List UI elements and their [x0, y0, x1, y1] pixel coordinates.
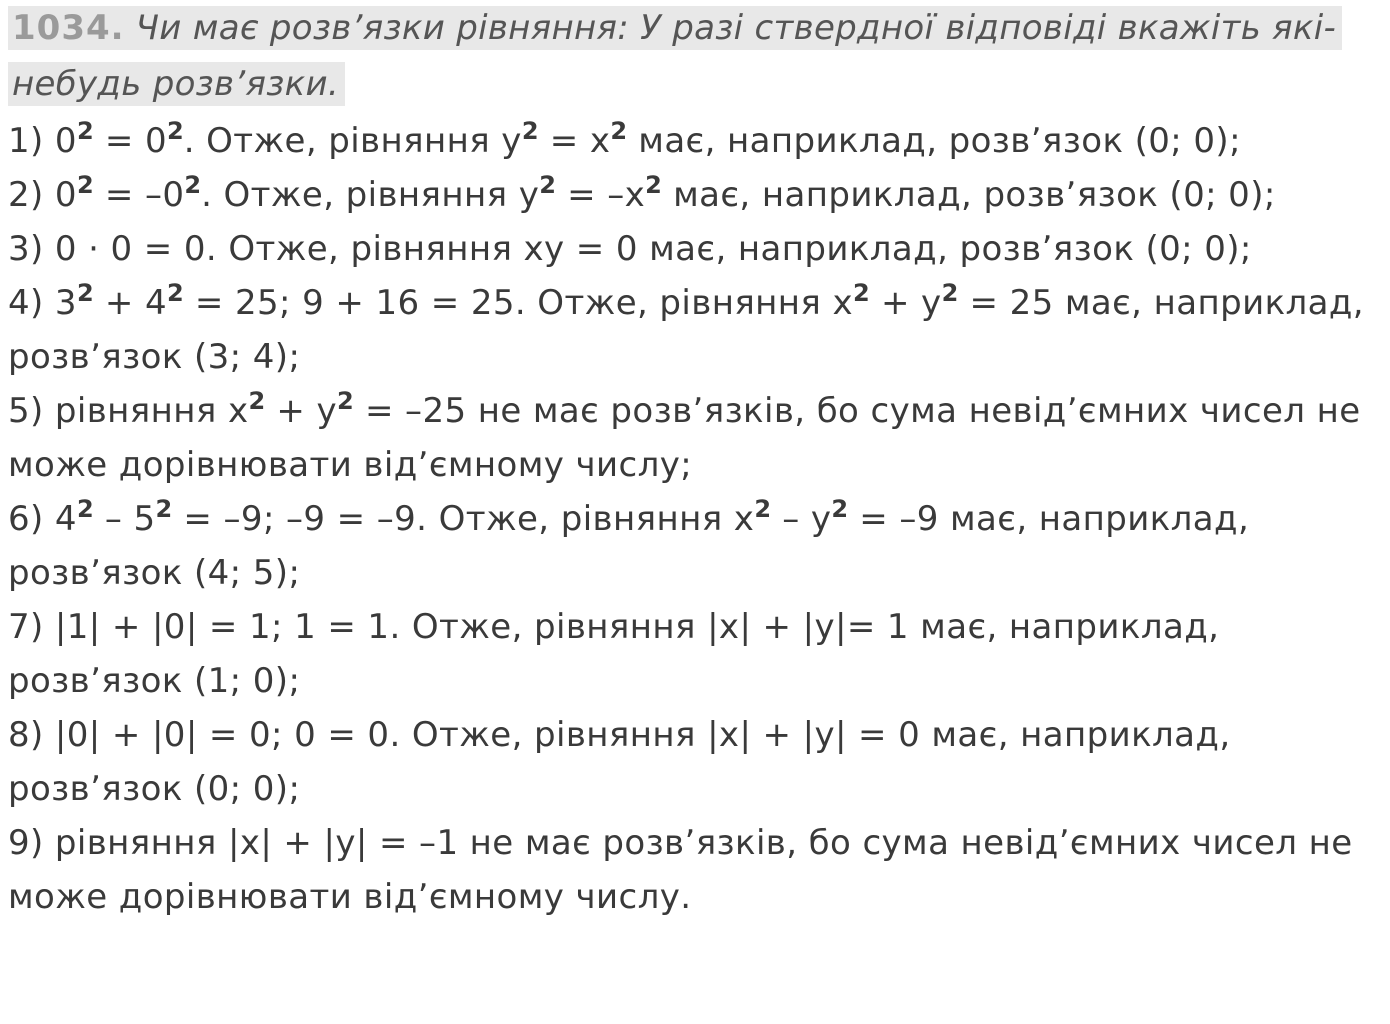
exponent: 2	[166, 278, 184, 307]
solution-text: 8) |0| + |0| = 0; 0 = 0. Отже, рівняння |x| + |y| = 0 має, наприклад, розв’язок (0; 0);	[8, 715, 1231, 809]
exponent: 2	[645, 170, 662, 199]
solution-text: 9) рівняння |x| + |y| = –1 не має розв’язків, бо сума невід’ємних чисел не може дорівнювати від’ємному числу.	[8, 823, 1353, 917]
document-page	[8, 0, 1382, 924]
exponent: 2	[184, 170, 202, 199]
solution-text: = 0	[93, 121, 167, 161]
solution-item-3	[8, 222, 1382, 276]
exponent: 2	[76, 278, 94, 307]
exponent: 2	[521, 116, 539, 145]
exponent: 2	[166, 116, 184, 145]
problem-header	[8, 0, 1382, 112]
exponent: 2	[539, 170, 556, 199]
solution-item-6	[8, 492, 1382, 600]
solution-text: – y	[771, 499, 832, 539]
exponent: 2	[337, 386, 354, 415]
solution-text: = 25 має, наприклад, розв’язок (3; 4);	[8, 283, 1364, 377]
solution-text: 5) рівняння x	[8, 391, 249, 431]
exponent: 2	[155, 494, 173, 523]
solution-item-1	[8, 114, 1382, 168]
solution-item-5	[8, 384, 1382, 492]
solution-text: має, наприклад, розв’язок (0; 0);	[661, 175, 1276, 215]
solution-text: + y	[869, 283, 942, 323]
exponent: 2	[754, 494, 772, 523]
solution-text: 6) 4	[8, 499, 77, 539]
exponent: 2	[76, 494, 94, 523]
solution-text: 3) 0 · 0 = 0. Отже, рівняння xy = 0 має, наприклад, розв’язок (0; 0);	[8, 229, 1252, 269]
problem-number: 1034.	[12, 8, 125, 48]
solution-text: + 4	[93, 283, 167, 323]
problem-question: Чи має розв’язки рівняння: У разі ствердної відповіді вкажіть які-небудь розв’язки.	[12, 8, 1337, 104]
exponent: 2	[76, 170, 94, 199]
solution-item-9	[8, 816, 1382, 924]
solution-text: . Отже, рівняння y	[201, 175, 540, 215]
solution-text: . Отже, рівняння y	[183, 121, 522, 161]
solution-text: = x	[538, 121, 611, 161]
exponent: 2	[610, 116, 628, 145]
solution-text: + y	[265, 391, 338, 431]
solution-item-4	[8, 276, 1382, 384]
solution-text: = –9 має, наприклад, розв’язок (4; 5);	[8, 499, 1250, 593]
solution-item-7	[8, 600, 1382, 708]
solution-text: має, наприклад, розв’язок (0; 0);	[627, 121, 1241, 161]
solution-list	[8, 114, 1382, 924]
solution-text: = –x	[555, 175, 646, 215]
exponent: 2	[853, 278, 870, 307]
solution-item-2	[8, 168, 1382, 222]
solution-text: = –9; –9 = –9. Отже, рівняння x	[172, 499, 755, 539]
solution-text: = –0	[93, 175, 185, 215]
problem-header-highlight	[8, 6, 1342, 106]
solution-item-8	[8, 708, 1382, 816]
exponent: 2	[76, 116, 94, 145]
exponent: 2	[941, 278, 959, 307]
solution-text: 2) 0	[8, 175, 77, 215]
solution-text: 7) |1| + |0| = 1; 1 = 1. Отже, рівняння |x| + |y|= 1 має, наприклад, розв’язок (1; 0);	[8, 607, 1220, 701]
solution-text: = –25 не має розв’язків, бо сума невід’ємних чисел не може дорівнювати від’ємному числу;	[8, 391, 1361, 485]
solution-text: 4) 3	[8, 283, 77, 323]
solution-text: = 25; 9 + 16 = 25. Отже, рівняння x	[183, 283, 854, 323]
solution-text: – 5	[93, 499, 156, 539]
exponent: 2	[831, 494, 849, 523]
solution-text: 1) 0	[8, 121, 77, 161]
exponent: 2	[248, 386, 266, 415]
